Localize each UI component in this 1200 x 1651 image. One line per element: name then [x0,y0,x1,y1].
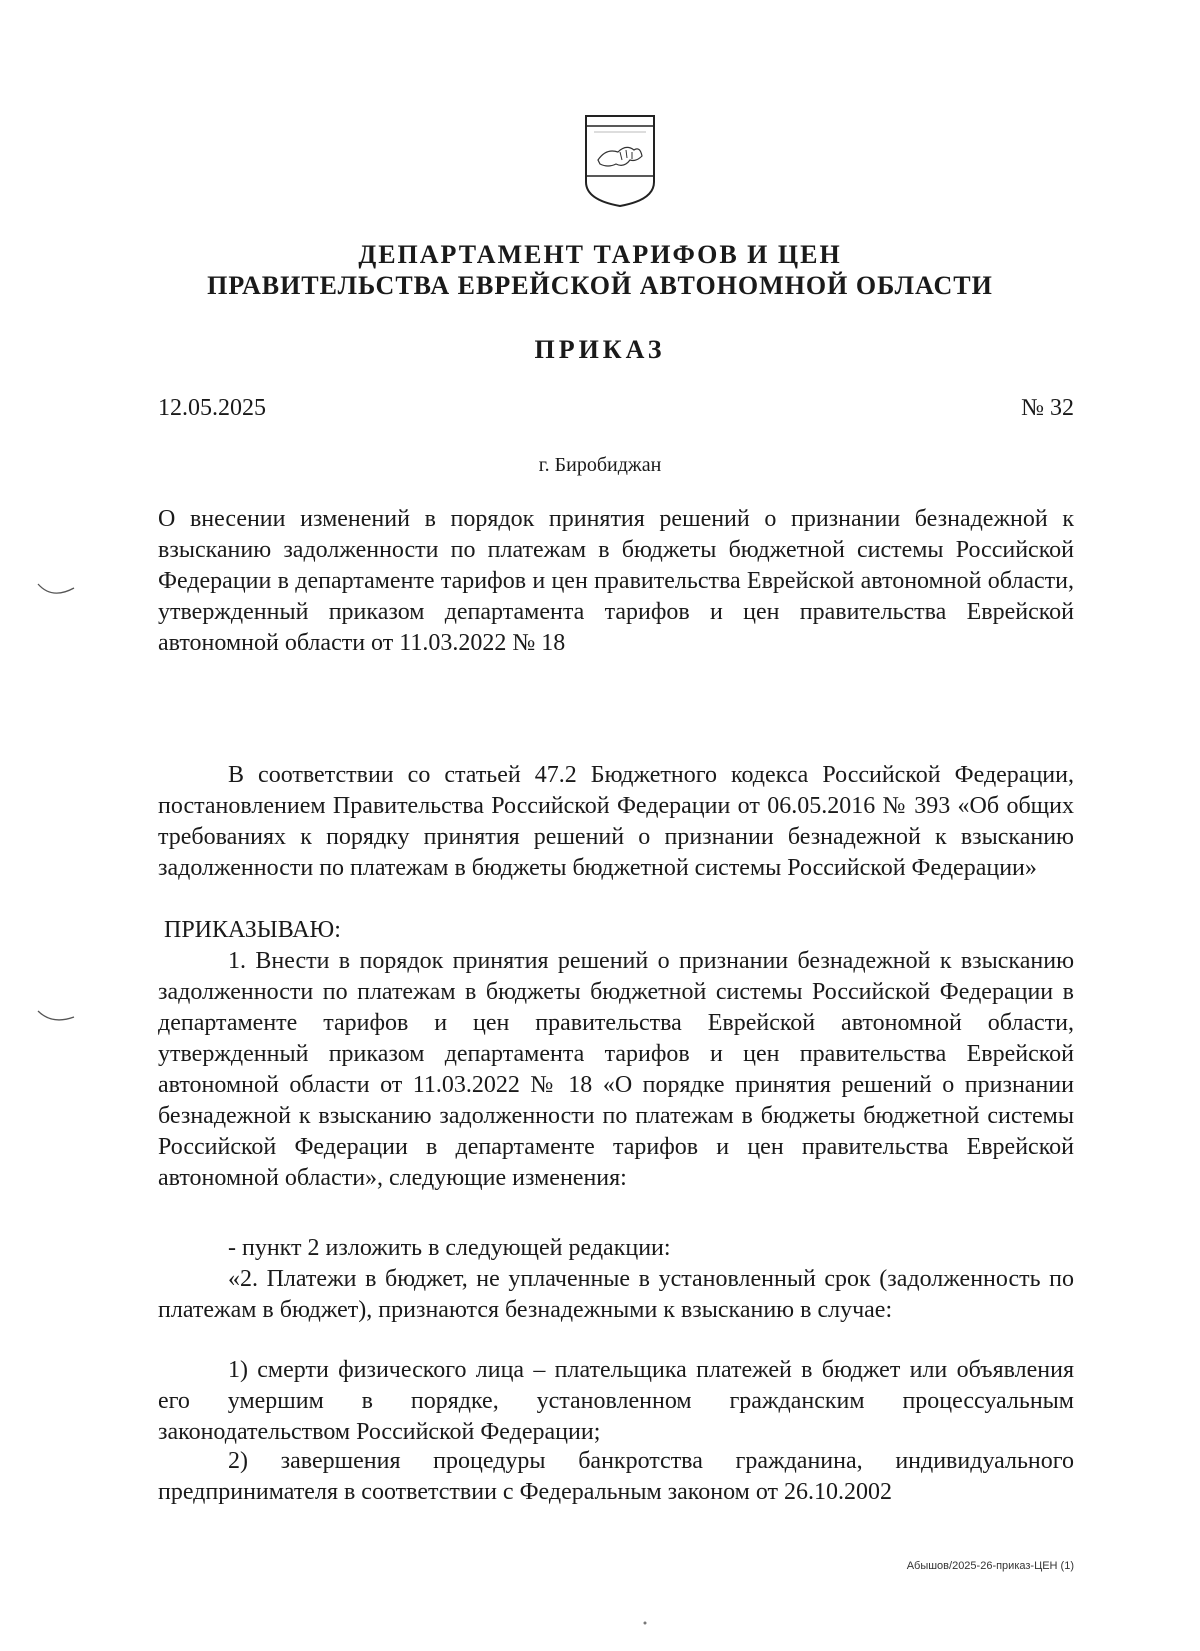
clause-2-paragraph: «2. Платежи в бюджет, не уплаченные в установленный срок (задолженность по платежам в бюджет), признаются безнадежными к взысканию в случае: [158,1266,1074,1323]
coat-of-arms-icon [580,112,660,210]
subclause-2-paragraph: 2) завершения процедуры банкротства гражданина, индивидуального предпринимателя в соответствии с Федеральным законом от 26.10.2002 [158,1448,1074,1505]
city-line: г. Биробиджан [538,454,662,476]
scan-mark-icon [36,578,76,602]
scan-dot-icon [640,1618,650,1628]
order-number: № 32 [1021,395,1074,421]
subclause-1-paragraph: 1) смерти физического лица – плательщика платежей в бюджет или объявления его умершим в порядке, установленном гражданским процессуальным законодательством Российской Федерации; [158,1357,1074,1445]
file-reference: Абышов/2025-26-приказ-ЦЕН (1) [906,1560,1074,1572]
item-1-paragraph: 1. Внести в порядок принятия решений о признании безнадежной к взысканию задолженности по платежам в бюджеты бюджетной системы Российской Федерации в департаменте тарифов и цен правительства Еврейской автономной области, утвержденный приказом департамента тарифов и цен правительства Еврейской автономной области от 11.03.2022 № 18 «О порядке принятия решений о признании безнадежной к взысканию задолженности по платежам в бюджеты бюджетной системы Российской Федерации в департаменте тарифов и цен правительства Еврейской автономной области», следующие изменения: [158,948,1074,1191]
preamble-paragraph: В соответствии со статьей 47.2 Бюджетного кодекса Российской Федерации, постановлением Правительства Российской Федерации от 06.05.2016 № 393 «Об общих требованиях к порядку принятия решений о признании безнадежной к взысканию задолженности по платежам в бюджеты бюджетной системы Российской Федерации» [158,762,1074,881]
order-subject: О внесении изменений в порядок принятия решений о признании безнадежной к взысканию задолженности по платежам в бюджеты бюджетной системы Российской Федерации в департаменте тарифов и цен правительства Еврейской автономной области, утвержденный приказом департамента тарифов и цен правительства Еврейской автономной области от 11.03.2022 № 18 [158,506,1074,656]
scan-mark-icon [36,1005,76,1029]
change-intro-paragraph: - пункт 2 изложить в следующей редакции: [228,1235,671,1261]
government-title: ПРАВИТЕЛЬСТВА ЕВРЕЙСКОЙ АВТОНОМНОЙ ОБЛАСТИ [207,271,993,300]
department-title: ДЕПАРТАМЕНТ ТАРИФОВ И ЦЕН [358,240,842,269]
command-word: ПРИКАЗЫВАЮ: [164,917,341,943]
document-type-title: ПРИКАЗ [534,335,666,364]
order-date: 12.05.2025 [158,395,266,421]
